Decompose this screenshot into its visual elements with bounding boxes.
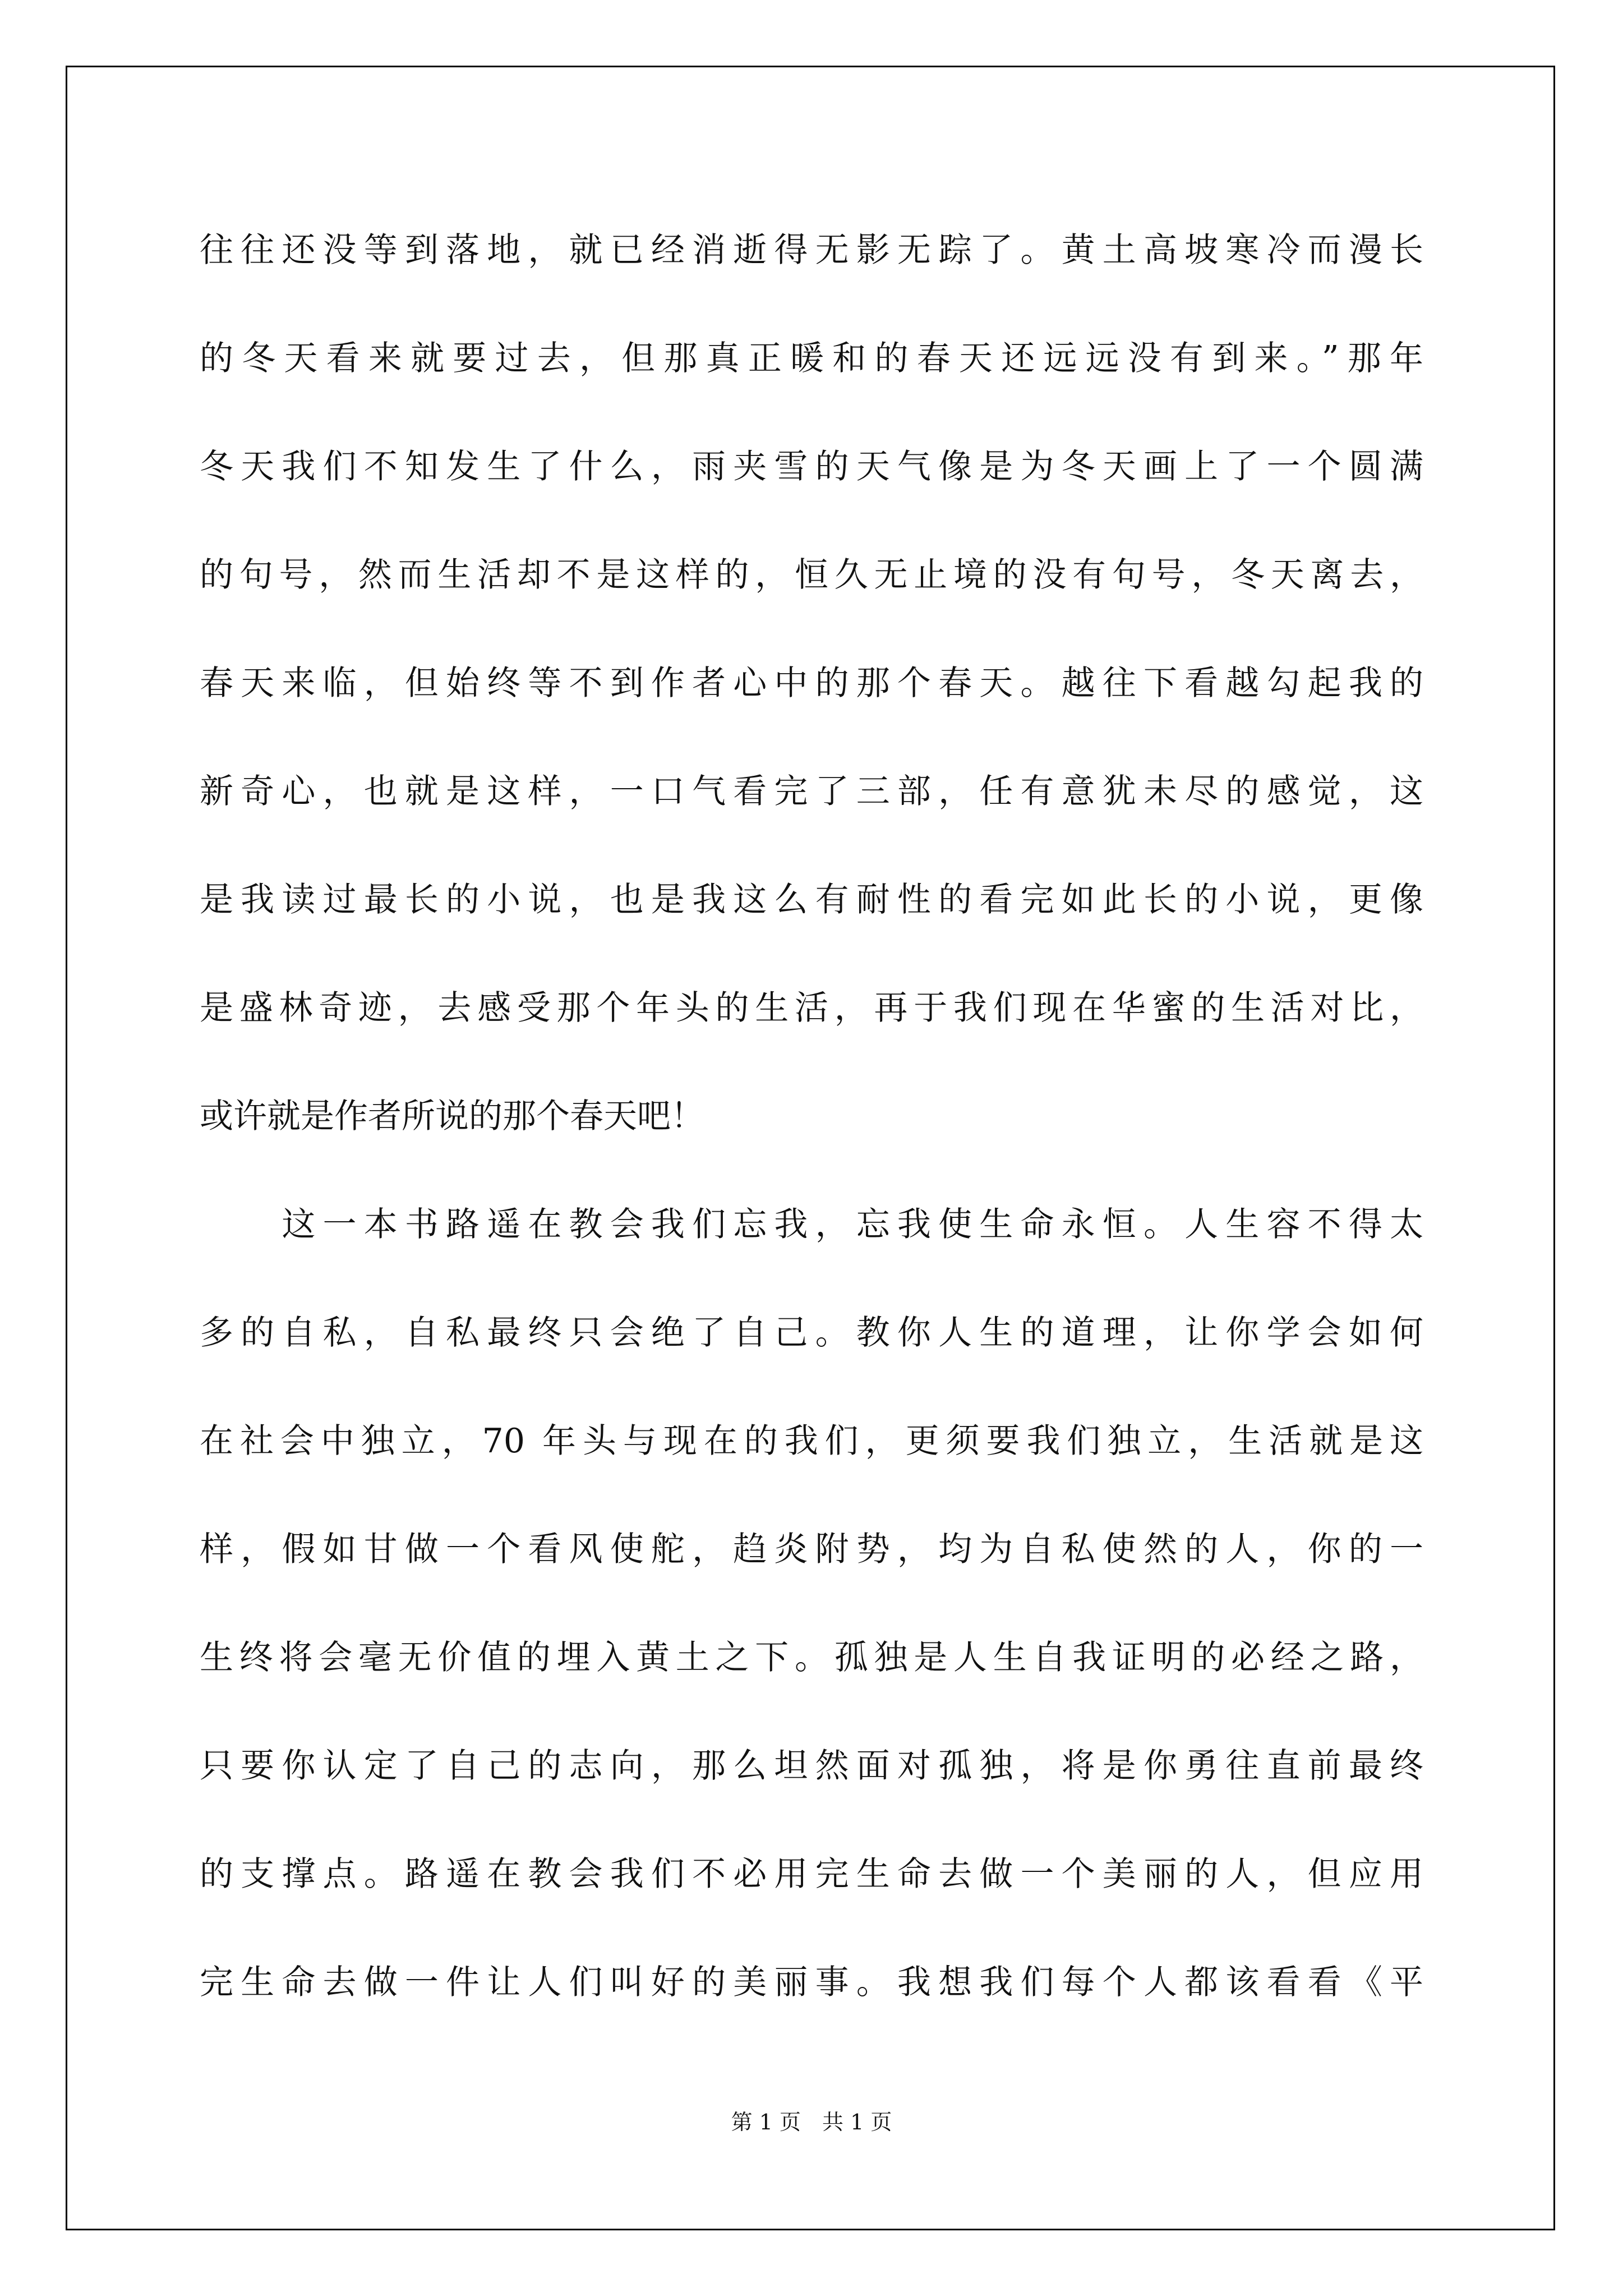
text-line-11: 多的自私，自私最终只会绝了自己。教你人生的道理，让你学会如何 — [200, 1313, 1423, 1352]
text-line-13: 样，假如甘做一个看风使舵，趋炎附势，均为自私使然的人，你的一 — [200, 1530, 1423, 1569]
text-line-14: 生终将会毫无价值的埋入黄土之下。孤独是人生自我证明的必经之路， — [200, 1638, 1423, 1677]
text-line-9: 或许就是作者所说的那个春天吧！ — [200, 1097, 704, 1136]
text-line-1: 往往还没等到落地，就已经消逝得无影无踪了。黄土高坡寒冷而漫长 — [200, 231, 1423, 270]
text-line-12: 在社会中独立，70 年头与现在的我们，更须要我们独立，生活就是这 — [200, 1421, 1423, 1461]
text-line-3: 冬天我们不知发生了什么，雨夹雪的天气像是为冬天画上了一个圆满 — [200, 447, 1423, 486]
text-line-17: 完生命去做一件让人们叫好的美丽事。我想我们每个人都该看看《平 — [200, 1963, 1423, 2002]
text-line-7: 是我读过最长的小说，也是我这么有耐性的看完如此长的小说，更像 — [200, 880, 1423, 919]
text-line-5: 春天来临，但始终等不到作者心中的那个春天。越往下看越勾起我的 — [200, 664, 1423, 703]
text-line-2: 的冬天看来就要过去，但那真正暖和的春天还远远没有到来。”那年 — [200, 339, 1423, 378]
text-line-6: 新奇心，也就是这样，一口气看完了三部，任有意犹未尽的感觉，这 — [200, 772, 1423, 811]
text-line-8: 是盛林奇迹，去感受那个年头的生活，再于我们现在华蜜的生活对比， — [200, 988, 1423, 1028]
text-line-4: 的句号，然而生活却不是这样的，恒久无止境的没有句号，冬天离去， — [200, 555, 1423, 595]
text-line-10: 这一本书路遥在教会我们忘我，忘我使生命永恒。人生容不得太 — [200, 1205, 1423, 1244]
text-line-15: 只要你认定了自己的志向，那么坦然面对孤独，将是你勇往直前最终 — [200, 1746, 1423, 1786]
page-footer: 第 1 页 共 1 页 — [731, 2110, 892, 2134]
text-line-16: 的支撑点。路遥在教会我们不必用完生命去做一个美丽的人，但应用 — [200, 1855, 1423, 1894]
